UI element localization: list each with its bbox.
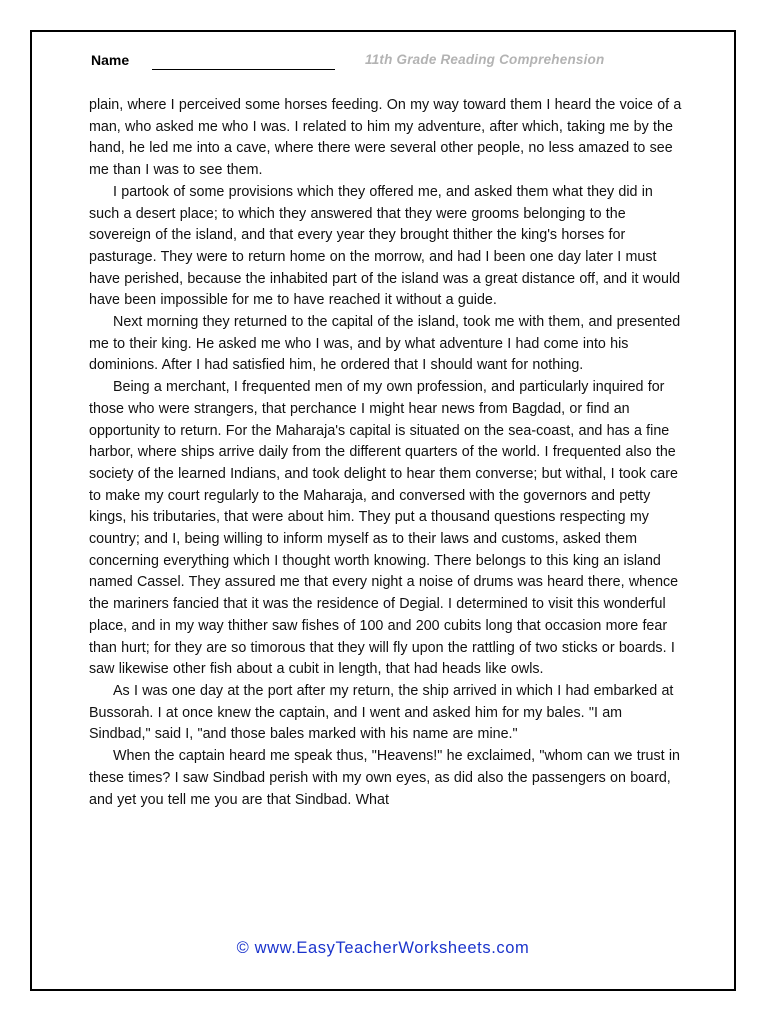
paragraph: When the captain heard me speak thus, "Heavens!" he exclaimed, "whom can we trust in these times? I saw Sindbad perish with my own eyes, as did also the passengers on board, and yet you tell me you are that Sindbad. What <box>89 748 680 808</box>
worksheet-header <box>32 50 734 74</box>
paragraph: Next morning they returned to the capital of the island, took me with them, and presented me to their king. He asked me who I was, and by what adventure I had come into his dominions. After I had satisfied him, he ordered that I should want for nothing. <box>89 314 681 374</box>
worksheet-frame <box>30 30 736 991</box>
name-label: Name <box>91 52 130 68</box>
name-write-line <box>152 69 335 70</box>
paragraph: Being a merchant, I frequented men of my own profession, and particularly inquired for those who were strangers, that perchance I might hear news from Bagdad, or find an opportunity to return. For the Maharaja's capital is situated on the sea-coast, and has a fine harbor, where ships arrive daily from the different quarters of the world. I frequented also the society of the learned Indians, and took delight to hear them converse; but withal, I took care to make my court regularly to the Maharaja, and conversed with the governors and petty kings, his tributaries, that were about him. They put a thousand questions respecting my country; and I, being willing to inform myself as to their laws and customs, asked them concerning everything which I thought worth knowing. There belongs to this king an island named Cassel. They assured me that every night a noise of drums was heard there, whence the mariners fancied that it was the residence of Degial. I determined to visit this wonderful place, and in my way thither saw fishes of 100 and 200 cubits long that occasion more fear than hurt; for they are so timorous that they will fly upon the rattling of two sticks or boards. I saw likewise other fish about a cubit in length, that had heads like owls. <box>89 379 679 678</box>
paragraph: plain, where I perceived some horses feeding. On my way toward them I heard the voice of a man, who asked me who I was. I related to him my adventure, after which, taking me by the hand, he led me into a cave, where there were several other people, no less amazed to see me than I was to see them. <box>89 97 682 179</box>
worksheet-title: 11th Grade Reading Comprehension <box>365 52 605 67</box>
copyright-footer: © www.EasyTeacherWorksheets.com <box>236 939 530 957</box>
reading-passage <box>89 95 684 811</box>
paragraph: I partook of some provisions which they offered me, and asked them what they did in such a desert place; to which they answered that they were grooms belonging to the sovereign of the island, and that every year they brought thither the king's horses for pasturage. They were to return home on the morrow, and had I been one day later I must have perished, because the inhabited part of the island was a great distance off, and it would have been impossible for me to have reached it without a guide. <box>89 183 681 309</box>
paragraph: As I was one day at the port after my return, the ship arrived in which I had embarked at Bussorah. I at once knew the captain, and I went and asked him for my bales. "I am Sindbad," said I, "and those bales marked with his name are mine." <box>89 682 674 743</box>
